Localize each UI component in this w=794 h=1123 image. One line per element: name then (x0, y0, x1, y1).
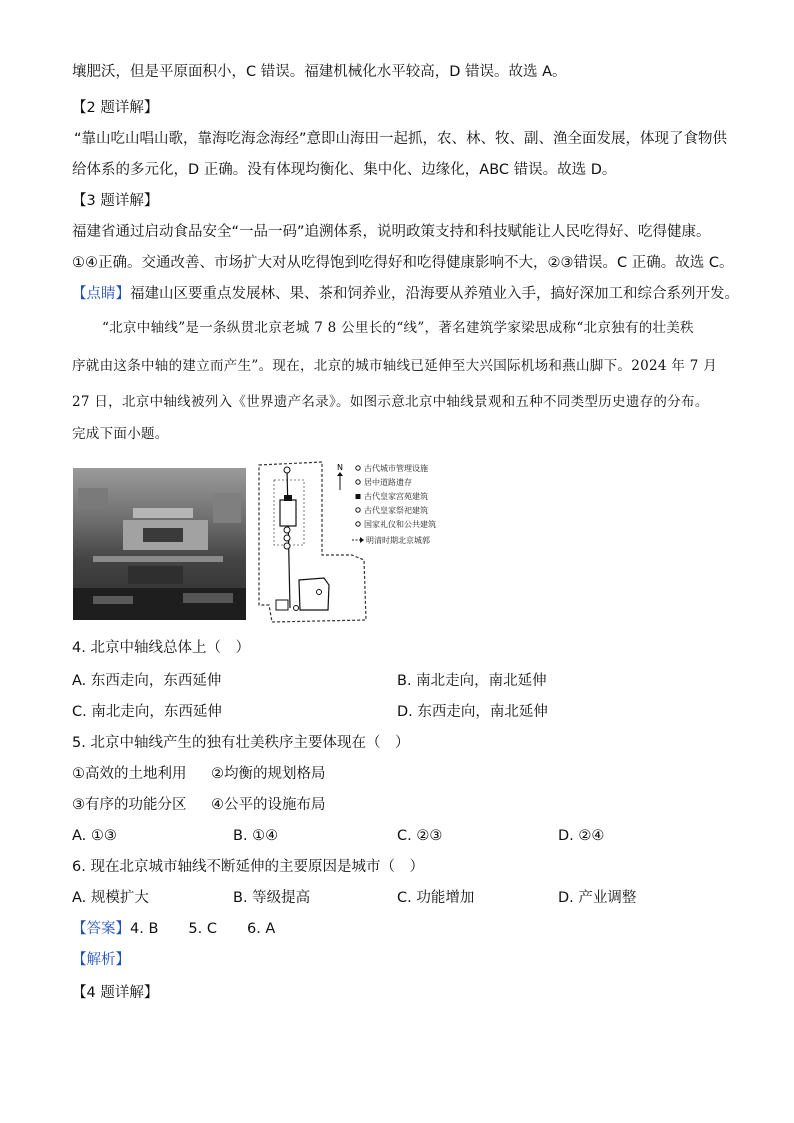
legend-item-1: 古代城市管理设施 (364, 464, 428, 473)
q6-option-d[interactable]: D. 产业调整 (558, 890, 637, 906)
q4-option-a[interactable]: A. 东西走向，东西延伸 (72, 673, 222, 689)
q5-statement-2: ②均衡的规划格局 (211, 766, 326, 782)
line-3: “靠山吃山唱山歌，靠海吃海念海经”意即山海田一起抓，农、林、牧、副、渔全面发展，体现了食物供 (74, 131, 728, 147)
heading-q2-detail: 【2 题详解】 (72, 100, 159, 116)
answer-5: 5. C (188, 921, 217, 937)
intro-line-3: 27 日，北京中轴线被列入《世界遗产名录》。如图示意北京中轴线景观和五种不同类型历史遗存的分布。 (72, 394, 709, 410)
legend-item-wall: 明清时期北京城郭 (366, 536, 430, 545)
legend-item-3: 古代皇家宫苑建筑 (364, 492, 428, 501)
answer-6: 6. A (246, 921, 276, 937)
q4-option-c[interactable]: C. 南北走向，东西延伸 (72, 704, 222, 720)
q5-statement-3: ③有序的功能分区 (72, 797, 187, 813)
intro-line-4: 完成下面小题。 (72, 426, 169, 442)
line-7: ①④正确。交通改善、市场扩大对从吃得饱到吃得好和吃得健康影响不大，②③错误。C 正确。故选 C。 (72, 255, 734, 271)
legend-item-2: 居中道路遗存 (364, 478, 412, 487)
axis-map-svg (254, 460, 449, 625)
line-8 (72, 284, 739, 304)
legend-marker-5 (356, 522, 360, 526)
line-1: 壤肥沃，但是平原面积小，C 错误。福建机械化水平较高，D 错误。故选 A。 (72, 64, 567, 80)
north-label: N (337, 463, 343, 472)
answer-label: 【答案】 (72, 921, 130, 937)
line-6: 福建省通过启动食品安全“一品一码”追溯体系，说明政策支持和科技赋能让人民吃得好、吃得健康。 (72, 224, 711, 240)
axis-map (254, 460, 449, 625)
legend-marker-3 (356, 494, 361, 499)
line-4: 给体系的多元化，D 正确。没有体现均衡化、集中化、边缘化，ABC 错误。故选 D。 (72, 162, 617, 178)
q4-option-d[interactable]: D. 东西走向，南北延伸 (397, 704, 548, 720)
q5-option-b[interactable]: B. ①④ (233, 828, 279, 844)
q5-option-d[interactable]: D. ②④ (558, 828, 605, 844)
analysis-label: 【解析】 (72, 952, 130, 968)
q5-option-c[interactable]: C. ②③ (397, 828, 443, 844)
q6-option-c[interactable]: C. 功能增加 (397, 890, 475, 906)
legend-marker-1 (356, 466, 360, 470)
answer-4: 4. B (130, 921, 159, 937)
q6-option-b[interactable]: B. 等级提高 (233, 890, 311, 906)
q6-stem: 6. 现在北京城市轴线不断延伸的主要原因是城市（ ） (72, 859, 424, 875)
legend-marker-4 (356, 508, 360, 512)
legend-item-5: 国家礼仪和公共建筑 (364, 520, 436, 529)
answer-line (72, 919, 275, 939)
heading-q4-detail: 【4 题详解】 (72, 985, 159, 1001)
tip-text: 福建山区要重点发展林、果、茶和饲养业，沿海要从养殖业入手，搞好深加工和综合系列开发。 (130, 286, 739, 302)
q4-option-b[interactable]: B. 南北走向，南北延伸 (397, 673, 547, 689)
legend-item-4: 古代皇家祭祀建筑 (364, 506, 428, 515)
q5-statement-4: ④公平的设施布局 (211, 797, 326, 813)
q6-option-a[interactable]: A. 规模扩大 (72, 890, 149, 906)
heading-q3-detail: 【3 题详解】 (72, 193, 159, 209)
q4-stem: 4. 北京中轴线总体上（ ） (72, 640, 250, 656)
legend-marker-2 (356, 480, 360, 484)
q5-stem: 5. 北京中轴线产生的独有壮美秩序主要体现在（ ） (72, 735, 410, 751)
intro-line-1: “北京中轴线”是一条纵贯北京老城 7 8 公里长的“线”，著名建筑学家梁思成称“北京独有的壮美秩 (102, 320, 694, 336)
tip-label: 【点睛】 (72, 286, 130, 302)
aerial-photo (73, 468, 246, 620)
intro-line-2: 序就由这条中轴的建立而产生”。现在，北京的城市轴线已延伸至大兴国际机场和燕山脚下。2024 年 7 月 (72, 358, 718, 374)
q5-statement-1: ①高效的土地利用 (72, 766, 187, 782)
q5-option-a[interactable]: A. ①③ (72, 828, 117, 844)
